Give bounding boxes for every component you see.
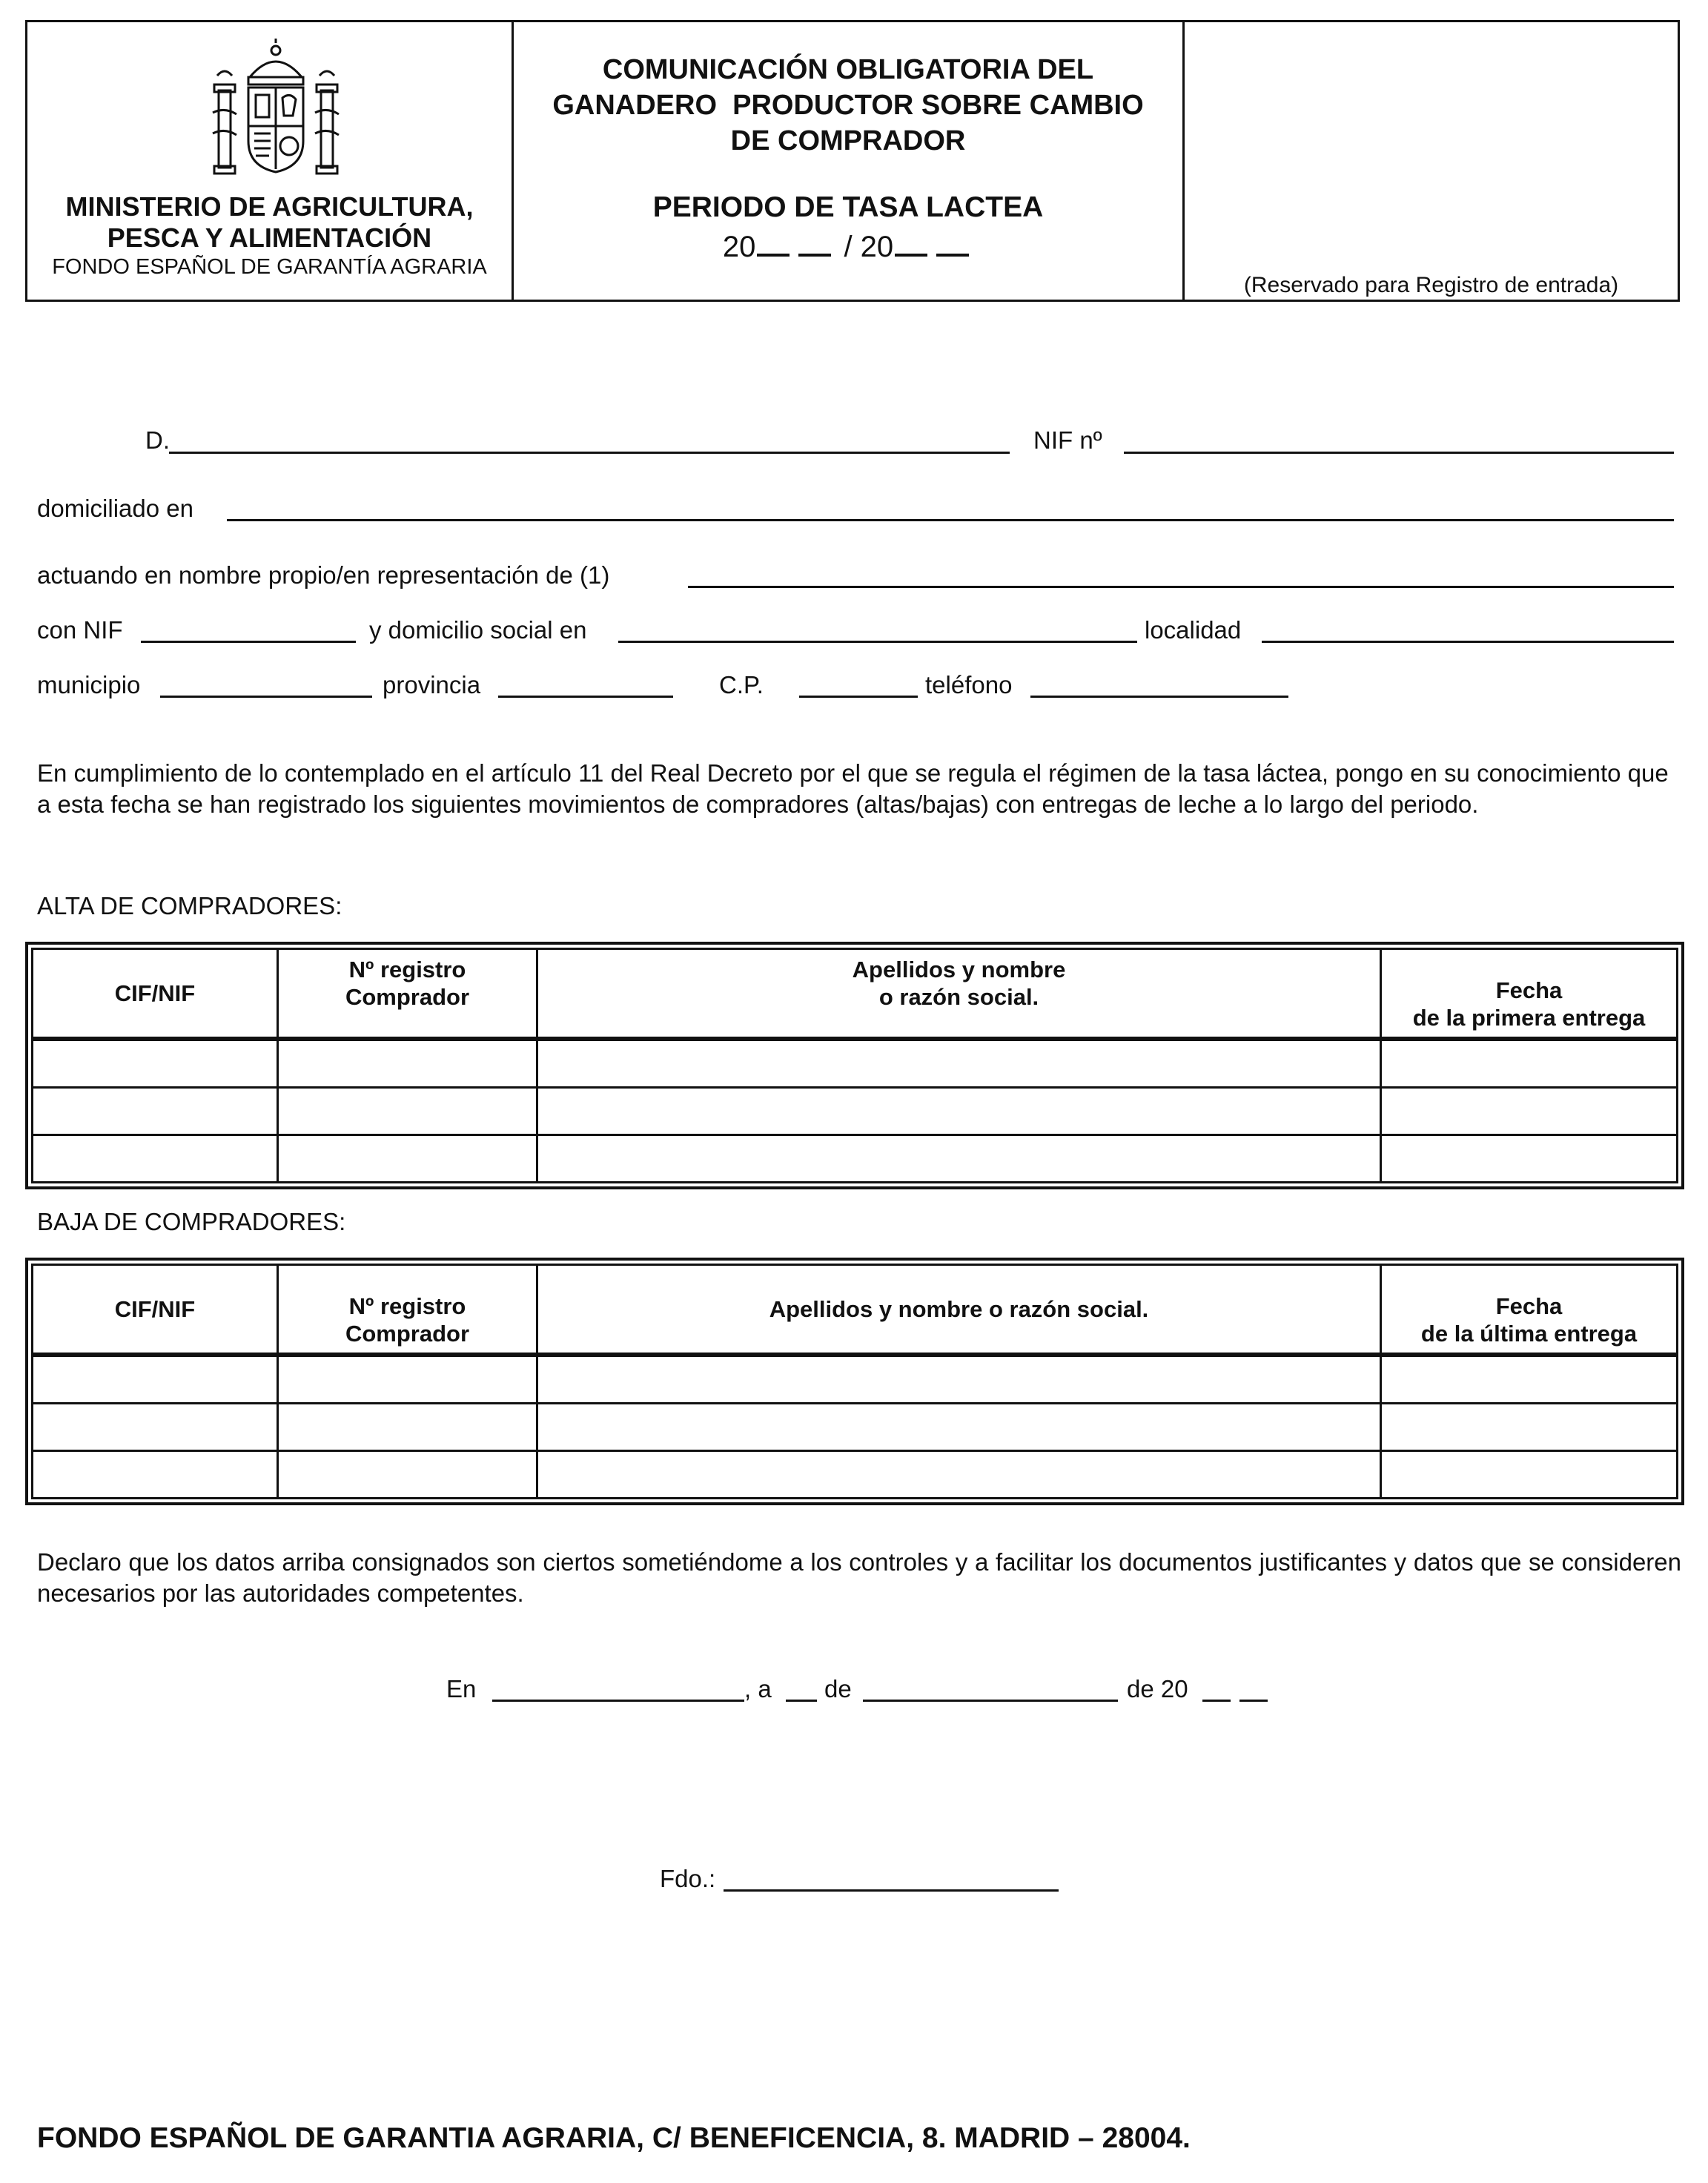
registry-cell[interactable]: [1185, 22, 1678, 300]
form-title-line3: DE COMPRADOR: [730, 125, 966, 156]
form-title-line2: GANADERO PRODUCTOR SOBRE CAMBIO: [552, 90, 1144, 121]
telefono-label: teléfono: [925, 671, 1013, 699]
provincia-label: provincia: [383, 671, 481, 699]
alta-cell-cif[interactable]: [33, 1039, 278, 1088]
representado-nif-field[interactable]: [141, 641, 356, 643]
baja-cell-registro[interactable]: [278, 1451, 537, 1499]
alta-col-nombre: [537, 949, 1381, 1040]
name-field[interactable]: [169, 452, 1010, 454]
period-year-prefix: 20: [722, 231, 756, 263]
month-field[interactable]: [863, 1700, 1118, 1702]
baja-col-nombre: [537, 1265, 1381, 1355]
ministry-name-line2: PESCA Y ALIMENTACIÓN: [107, 222, 432, 253]
telefono-field[interactable]: [1030, 696, 1288, 698]
table-row: [33, 1039, 1678, 1088]
baja-header-row: [33, 1265, 1678, 1355]
domicilio-social-label: y domicilio social en: [369, 616, 587, 644]
alta-col-cif-text: CIF/NIF: [114, 980, 196, 1006]
alta-col-cif: [33, 949, 278, 1040]
municipio-label: municipio: [37, 671, 141, 699]
period-year-blank-3[interactable]: [895, 228, 927, 257]
alta-cell-cif[interactable]: [33, 1088, 278, 1135]
baja-cell-nombre[interactable]: [537, 1451, 1381, 1499]
baja-section-label: BAJA DE COMPRADORES:: [37, 1208, 346, 1235]
table-row: [33, 1451, 1678, 1499]
baja-cell-cif[interactable]: [33, 1355, 278, 1404]
baja-cell-fecha[interactable]: [1381, 1355, 1678, 1404]
alta-col-fecha: [1381, 949, 1678, 1040]
ministry-cell: [27, 22, 514, 300]
day-field[interactable]: [786, 1700, 817, 1702]
coat-of-arms-icon: [205, 39, 346, 179]
baja-cell-cif[interactable]: [33, 1451, 278, 1499]
con-nif-label: con NIF: [37, 616, 123, 644]
alta-col-fecha-text: Fecha de la primera entrega: [1412, 977, 1646, 1031]
period-year-blank-1[interactable]: [757, 228, 790, 257]
alta-cell-fecha[interactable]: [1381, 1039, 1678, 1088]
baja-col-fecha-text: Fecha de la última entrega: [1420, 1292, 1638, 1347]
reserved-note: (Reservado para Registro de entrada): [1243, 273, 1619, 297]
period-year-blank-2[interactable]: [798, 228, 831, 257]
declaration-paragraph: Declaro que los datos arriba consignados son ciertos sometiéndome a los controles y a facilitar los documentos justificantes y datos que se consideren necesarios por las autoridades competentes.: [37, 1548, 1681, 1607]
year-field-1[interactable]: [1202, 1700, 1231, 1702]
baja-grid: [31, 1264, 1678, 1499]
cp-field[interactable]: [799, 696, 918, 698]
nif-field[interactable]: [1124, 452, 1674, 454]
agency-name: FONDO ESPAÑOL DE GARANTÍA AGRARIA: [52, 255, 487, 279]
alta-cell-fecha[interactable]: [1381, 1088, 1678, 1135]
signature-field[interactable]: [724, 1889, 1059, 1892]
baja-col-nombre-text: Apellidos y nombre o razón social.: [769, 1296, 1149, 1322]
intro-paragraph: En cumplimiento de lo contemplado en el artículo 11 del Real Decreto por el que se regula el régimen de la tasa láctea, pongo en su conocimiento que a esta fecha se han registrado los siguientes movimientos de compradores (altas/bajas) con entregas de leche a lo largo del periodo.: [37, 759, 1669, 818]
ministry-name: [27, 191, 512, 254]
alta-grid: [31, 948, 1678, 1183]
table-row: [33, 1355, 1678, 1404]
baja-col-cif-text: CIF/NIF: [114, 1296, 196, 1322]
footer-address: FONDO ESPAÑOL DE GARANTIA AGRARIA, C/ BENEFICENCIA, 8. MADRID – 28004.: [37, 2122, 1191, 2154]
d-label: D.: [145, 426, 170, 454]
alta-col-nombre-text: Apellidos y nombre o razón social.: [852, 956, 1066, 1010]
day-label: , a: [744, 1675, 772, 1703]
baja-cell-fecha[interactable]: [1381, 1451, 1678, 1499]
title-cell: [514, 22, 1185, 300]
period-separator: / 20: [844, 231, 894, 263]
alta-cell-registro[interactable]: [278, 1088, 537, 1135]
table-row: [33, 1135, 1678, 1183]
municipio-field[interactable]: [160, 696, 372, 698]
period-year-blank-4[interactable]: [936, 228, 969, 257]
baja-cell-registro[interactable]: [278, 1404, 537, 1451]
alta-cell-nombre[interactable]: [537, 1135, 1381, 1183]
alta-cell-nombre[interactable]: [537, 1088, 1381, 1135]
baja-table: [25, 1258, 1684, 1505]
actuando-label: actuando en nombre propio/en representación de (1): [37, 561, 610, 589]
alta-cell-nombre[interactable]: [537, 1039, 1381, 1088]
baja-cell-cif[interactable]: [33, 1404, 278, 1451]
representacion-field[interactable]: [688, 586, 1674, 588]
domicilio-field[interactable]: [227, 519, 1674, 521]
domicilio-social-field[interactable]: [618, 641, 1137, 643]
alta-cell-fecha[interactable]: [1381, 1135, 1678, 1183]
alta-col-registro-text: Nº registro Comprador: [345, 956, 470, 1010]
localidad-field[interactable]: [1262, 641, 1674, 643]
form-title: [514, 52, 1182, 159]
baja-cell-nombre[interactable]: [537, 1404, 1381, 1451]
month-label: de: [824, 1675, 852, 1703]
place-field[interactable]: [492, 1700, 744, 1702]
form-title-line1: COMUNICACIÓN OBLIGATORIA DEL: [602, 54, 1094, 85]
place-label: En: [446, 1675, 477, 1703]
baja-col-cif: [33, 1265, 278, 1355]
domicilio-label: domiciliado en: [37, 495, 193, 522]
baja-cell-nombre[interactable]: [537, 1355, 1381, 1404]
baja-col-registro-text: Nº registro Comprador: [345, 1292, 470, 1347]
alta-cell-registro[interactable]: [278, 1135, 537, 1183]
alta-header-row: [33, 949, 1678, 1040]
baja-col-registro: [278, 1265, 537, 1355]
alta-cell-cif[interactable]: [33, 1135, 278, 1183]
signature-label: Fdo.:: [660, 1865, 716, 1892]
baja-cell-registro[interactable]: [278, 1355, 537, 1404]
localidad-label: localidad: [1145, 616, 1242, 644]
alta-col-registro: [278, 949, 537, 1040]
alta-section-label: ALTA DE COMPRADORES:: [37, 892, 342, 919]
alta-cell-registro[interactable]: [278, 1039, 537, 1088]
nif-label: NIF nº: [1033, 426, 1102, 454]
form-header: [25, 20, 1680, 302]
baja-cell-fecha[interactable]: [1381, 1404, 1678, 1451]
alta-table: [25, 942, 1684, 1189]
table-row: [33, 1404, 1678, 1451]
ministry-name-line1: MINISTERIO DE AGRICULTURA,: [65, 191, 474, 222]
year-field-2[interactable]: [1239, 1700, 1268, 1702]
year-label: de 20: [1127, 1675, 1188, 1703]
baja-col-fecha: [1381, 1265, 1678, 1355]
cp-label: C.P.: [719, 671, 764, 699]
provincia-field[interactable]: [498, 696, 673, 698]
period-label: PERIODO DE TASA LACTEA: [652, 191, 1044, 223]
table-row: [33, 1088, 1678, 1135]
period-years: [514, 228, 1182, 264]
